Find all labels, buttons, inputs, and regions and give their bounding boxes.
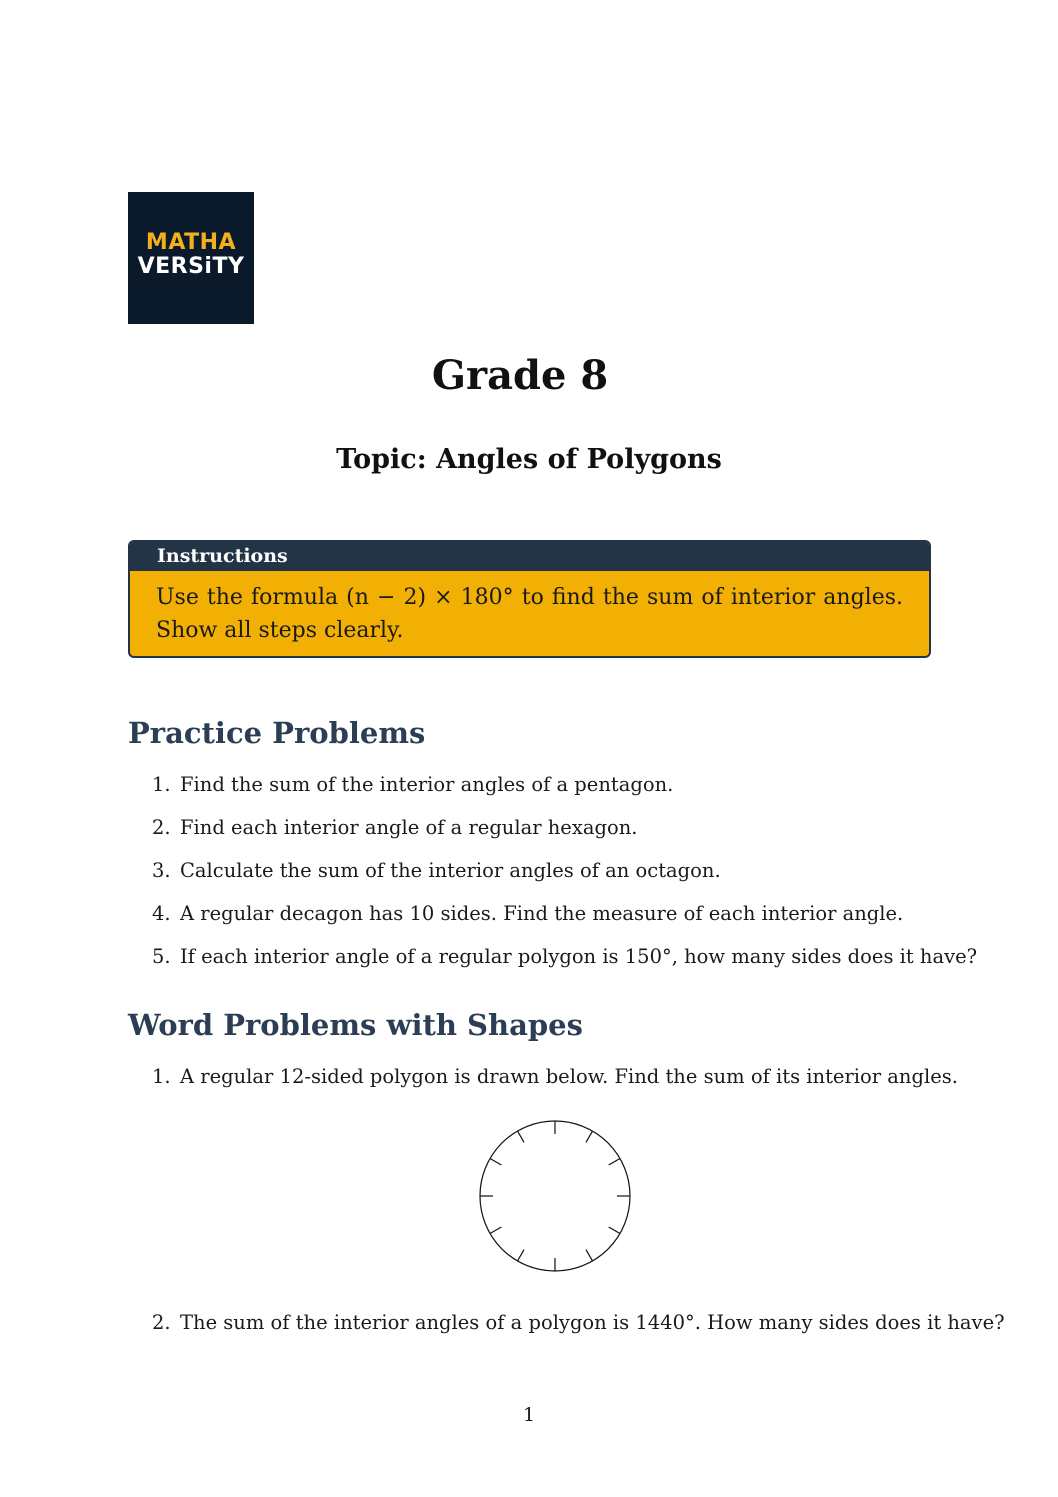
logo-line-2: VERSiTY: [137, 254, 245, 279]
vertex-tick: [586, 1250, 593, 1261]
item-text: Find each interior angle of a regular hexagon.: [180, 816, 638, 839]
item-text: If each interior angle of a regular polygon is 150°, how many sides does it have?: [180, 945, 978, 968]
list-item: [152, 816, 977, 859]
instructions-heading: Instructions: [130, 542, 929, 571]
dodecagon-figure: [475, 1116, 635, 1276]
word-problems-heading: Word Problems with Shapes: [128, 1008, 583, 1042]
vertex-tick: [609, 1227, 620, 1234]
mathaversity-logo: [128, 192, 254, 324]
item-number: 2.: [152, 816, 171, 839]
item-text: Find the sum of the interior angles of a pentagon.: [180, 773, 674, 796]
item-number: 5.: [152, 945, 171, 968]
item-number: 4.: [152, 902, 171, 925]
list-item: [152, 1065, 958, 1088]
practice-problems-list: [152, 773, 977, 988]
vertex-tick: [586, 1131, 593, 1142]
polygon-outline: [480, 1121, 630, 1271]
instructions-box: [128, 540, 931, 658]
list-item: [152, 773, 977, 816]
logo-line-1: MATHA: [145, 230, 237, 255]
list-item: [152, 902, 977, 945]
instructions-text: Use the formula (n − 2) × 180° to find the sum of interior angles. Show all steps clearly.: [156, 585, 903, 643]
vertex-tick: [490, 1159, 501, 1166]
vertex-tick: [518, 1250, 525, 1261]
item-text: Calculate the sum of the interior angles of an octagon.: [180, 859, 721, 882]
item-text: A regular decagon has 10 sides. Find the measure of each interior angle.: [180, 902, 904, 925]
item-text: A regular 12-sided polygon is drawn below. Find the sum of its interior angles.: [180, 1065, 958, 1088]
list-item: [152, 945, 977, 988]
page-title: Grade 8: [431, 352, 609, 399]
vertex-tick: [609, 1159, 620, 1166]
item-number: 3.: [152, 859, 171, 882]
item-number: 1.: [152, 1065, 171, 1088]
vertex-tick: [490, 1227, 501, 1234]
topic-subtitle: Topic: Angles of Polygons: [336, 444, 722, 475]
practice-problems-heading: Practice Problems: [128, 716, 426, 750]
item-text: The sum of the interior angles of a polygon is 1440°. How many sides does it have?: [180, 1311, 1005, 1334]
vertex-tick: [518, 1131, 525, 1142]
list-item: [152, 1311, 1005, 1334]
item-number: 2.: [152, 1311, 171, 1334]
item-number: 1.: [152, 773, 171, 796]
list-item: [152, 859, 977, 902]
page-number: 1: [522, 1404, 536, 1426]
